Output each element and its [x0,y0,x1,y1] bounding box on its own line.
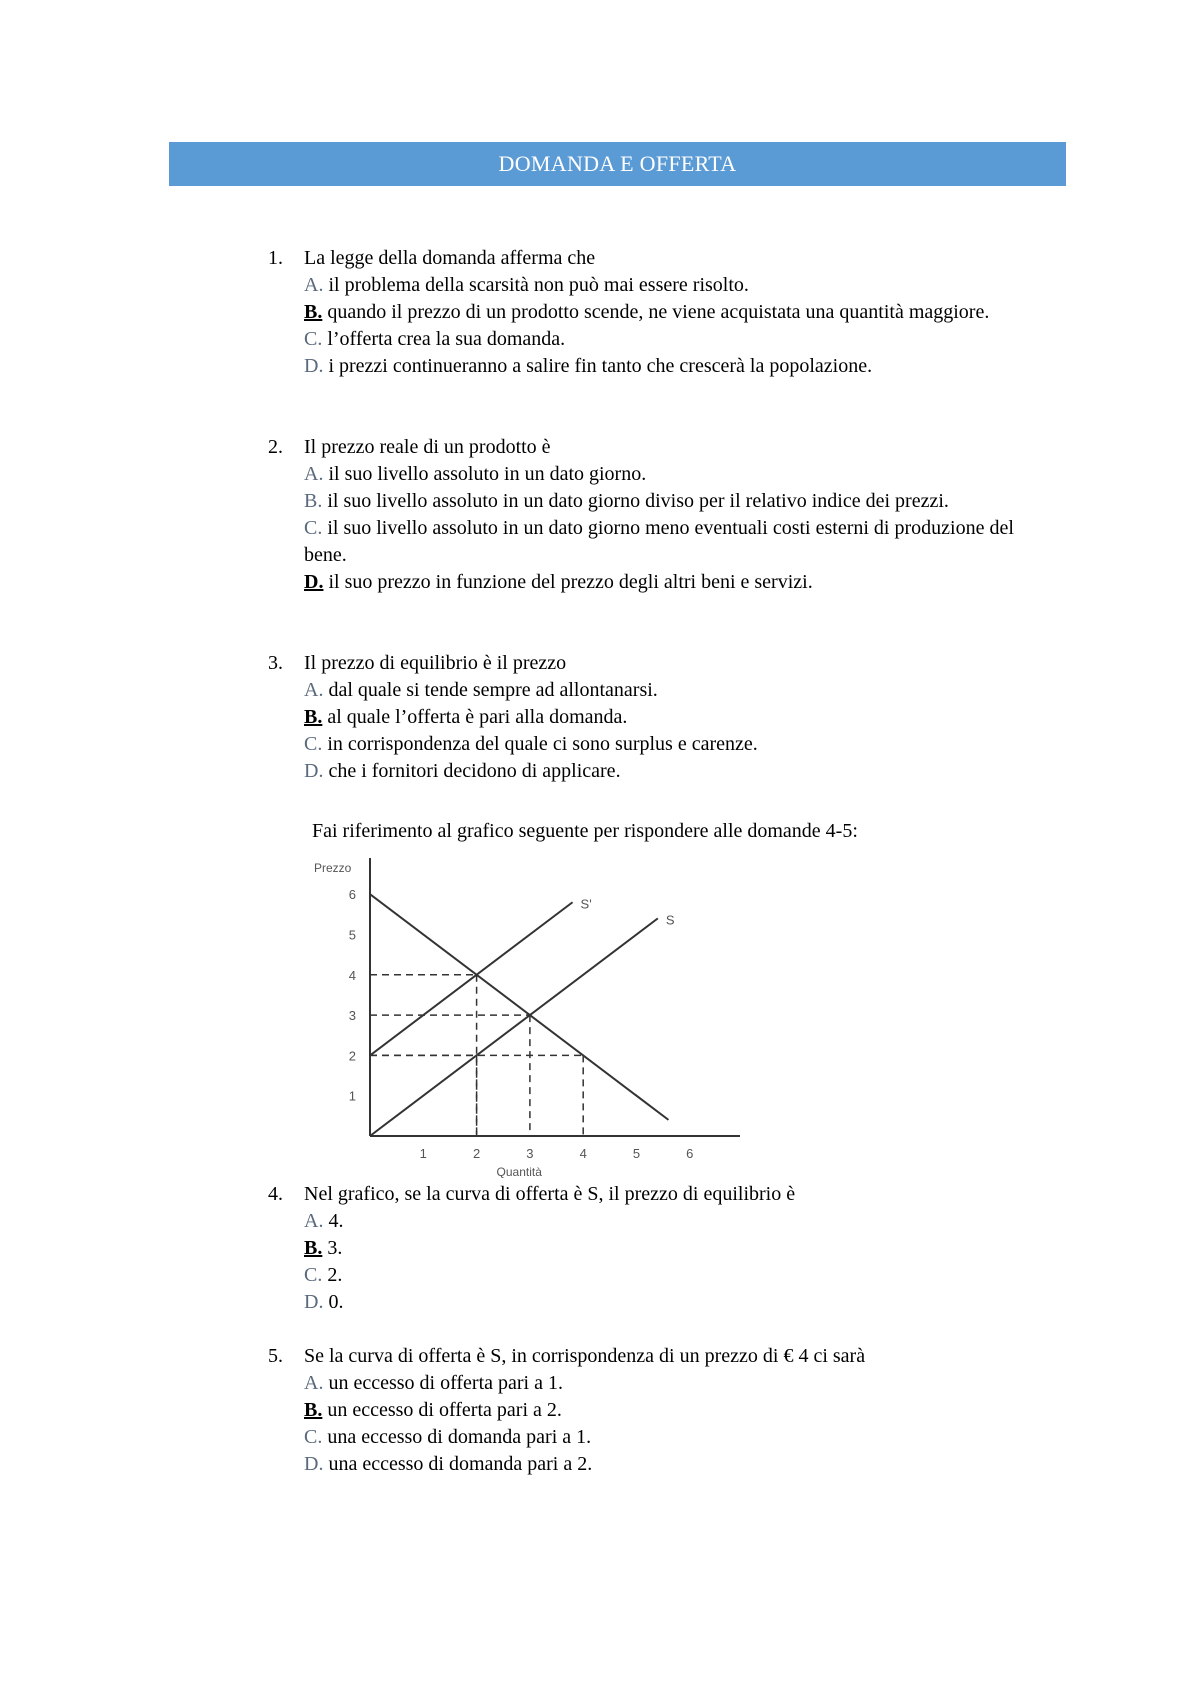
question-stem: La legge della domanda afferma che [304,247,596,269]
option-text: una eccesso di domanda pari a 2. [323,1453,593,1475]
option-letter: A. [304,274,324,296]
option-letter-correct: B. [304,1399,323,1421]
option-text: il suo livello assoluto in un dato giorno diviso per il relativo indice dei prezzi. [322,490,949,512]
y-tick-label: 3 [348,1008,356,1024]
option-text: dal quale si tende sempre ad allontanarsi. [323,679,658,701]
option-text: il suo prezzo in funzione del prezzo degli altri beni e servizi. [323,571,813,593]
option-text: al quale l’offerta è pari alla domanda. [322,706,628,728]
option-a [304,461,1024,488]
question-stem: Il prezzo reale di un prodotto è [304,436,551,458]
option-letter-correct: B. [304,301,323,323]
options-1 [304,272,1024,380]
options-4 [304,1208,1024,1316]
option-c [304,731,1024,758]
option-d [304,1451,1024,1478]
option-letter: A. [304,1210,324,1232]
question-number: 2. [268,436,283,458]
series-line-s-prime [370,902,573,1055]
x-tick-label: 3 [526,1146,534,1161]
option-c [304,1424,1024,1451]
series-line-d [370,894,668,1120]
option-d [304,569,1024,596]
option-letter: D. [304,355,324,377]
option-d [304,758,1024,785]
option-text: il suo livello assoluto in un dato giorno meno eventuali costi esterni di produzione del bene. [304,517,1014,566]
option-text: 3. [322,1237,343,1259]
option-b [304,1235,1024,1262]
option-text: 4. [323,1210,344,1232]
supply-demand-chart [300,848,750,1178]
option-c [304,515,1024,569]
option-letter: A. [304,463,324,485]
series-line-s [370,918,658,1136]
option-c [304,326,1024,353]
y-tick-label: 1 [348,1088,356,1104]
question-number: 3. [268,652,283,674]
option-letter: C. [304,1426,323,1448]
option-b [304,299,1024,326]
option-text: una eccesso di domanda pari a 1. [322,1426,592,1448]
option-letter: C. [304,1264,323,1286]
option-text: che i fornitori decidono di applicare. [323,760,621,782]
question-number: 5. [268,1345,283,1367]
option-letter-correct: B. [304,706,323,728]
option-a [304,1208,1024,1235]
option-letter: B. [304,490,323,512]
question-stem: Se la curva di offerta è S, in corrispondenza di un prezzo di € 4 ci sarà [304,1345,866,1367]
option-text: 0. [323,1291,344,1313]
option-text: il suo livello assoluto in un dato giorno. [323,463,647,485]
option-letter: D. [304,760,324,782]
option-a [304,272,1024,299]
series-label-s-prime: S' [580,896,592,912]
option-letter: C. [304,328,323,350]
y-tick-label: 4 [348,967,356,983]
options-3 [304,677,1024,785]
option-c [304,1262,1024,1289]
x-tick-label: 4 [579,1146,587,1161]
y-tick-label: 5 [348,927,356,943]
option-letter: C. [304,517,323,539]
x-tick-label: 1 [419,1146,427,1161]
question-stem: Nel grafico, se la curva di offerta è S, il prezzo di equilibrio è [304,1183,796,1205]
y-tick-label: 6 [348,887,356,903]
title-banner: DOMANDA E OFFERTA [169,142,1066,186]
chart-intro: Fai riferimento al grafico seguente per rispondere alle domande 4-5: [312,820,858,842]
option-letter: A. [304,1372,324,1394]
series-label-s: S [665,912,675,928]
option-letter: C. [304,733,323,755]
x-tick-label: 5 [632,1146,641,1161]
option-b [304,1397,1024,1424]
option-a [304,1370,1024,1397]
options-2 [304,461,1024,596]
y-axis-label: Prezzo [314,861,352,875]
question-stem: Il prezzo di equilibrio è il prezzo [304,652,567,674]
y-tick-label: 2 [348,1048,356,1064]
x-axis-label: Quantità [496,1165,542,1178]
question-number: 1. [268,247,283,269]
option-letter-correct: D. [304,571,324,593]
option-b [304,488,1024,515]
option-text: il problema della scarsità non può mai essere risolto. [323,274,749,296]
option-text: l’offerta crea la sua domanda. [322,328,566,350]
options-5 [304,1370,1024,1478]
option-a [304,677,1024,704]
option-text: un eccesso di offerta pari a 1. [323,1372,563,1394]
option-letter-correct: B. [304,1237,323,1259]
option-d [304,353,1024,380]
option-text: in corrispondenza del quale ci sono surplus e carenze. [322,733,758,755]
option-letter: D. [304,1453,324,1475]
option-letter: D. [304,1291,324,1313]
option-text: i prezzi continueranno a salire fin tanto che crescerà la popolazione. [323,355,873,377]
x-tick-label: 2 [472,1146,481,1161]
option-d [304,1289,1024,1316]
option-text: un eccesso di offerta pari a 2. [322,1399,562,1421]
option-b [304,704,1024,731]
option-letter: A. [304,679,324,701]
option-text: quando il prezzo di un prodotto scende, ne viene acquistata una quantità maggiore. [322,301,990,323]
option-text: 2. [322,1264,343,1286]
question-number: 4. [268,1183,283,1205]
x-tick-label: 6 [686,1146,694,1161]
